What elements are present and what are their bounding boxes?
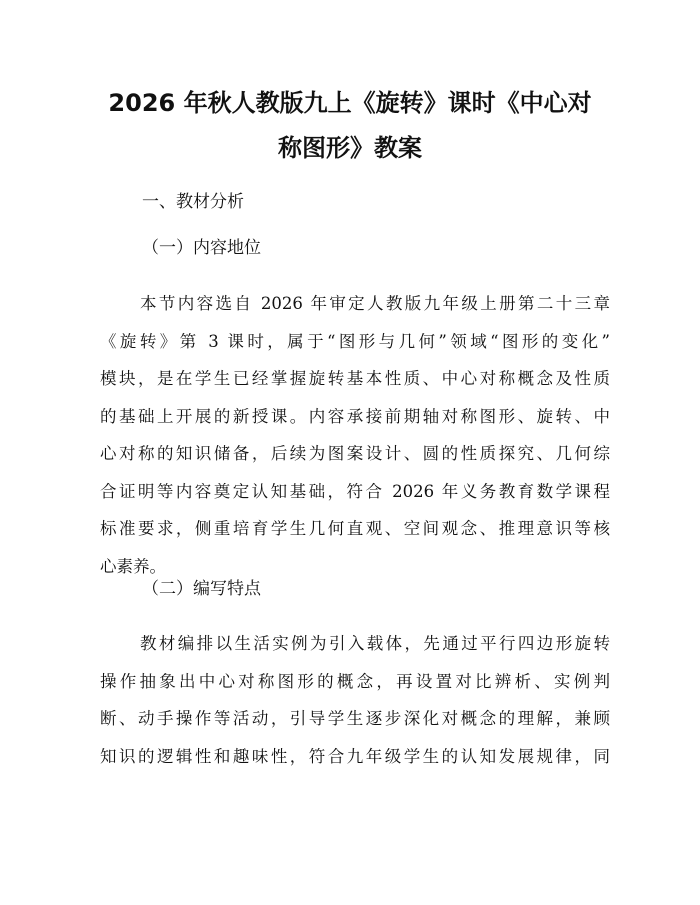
paragraph-line: 知识的逻辑性和趣味性，符合九年级学生的认知发展规律，同 [100, 746, 610, 766]
paragraph-line: 合证明等内容奠定认知基础，符合 2026 年义务教育数学课程 [100, 481, 610, 501]
paragraph-line: 《旋转》第 3 课时，属于“图形与几何”领域“图形的变化” [100, 331, 610, 351]
paragraph-line: 教材编排以生活实例为引入载体，先通过平行四边形旋转 [140, 634, 610, 653]
paragraph-line: 本节内容选自 2026 年审定人教版九年级上册第二十三章 [140, 294, 610, 313]
document-title-line-1: 2026 年秋人教版九上《旋转》课时《中心对 [108, 89, 592, 117]
paragraph-content-position [100, 285, 610, 585]
paragraph-writing-features [100, 625, 610, 775]
paragraph-line: 模块，是在学生已经掌握旋转基本性质、中心对称概念及性质 [100, 369, 610, 388]
subsection-heading-writing-features: （二）编写特点 [142, 579, 261, 599]
section-heading-textbook-analysis: 一、教材分析 [142, 192, 244, 212]
paragraph-line: 心对称的知识储备，后续为图案设计、圆的性质探究、几何综 [100, 444, 610, 463]
document-title-line-2: 称图形》教案 [278, 134, 422, 162]
paragraph-line: 的基础上开展的新授课。内容承接前期轴对称图形、旋转、中 [100, 406, 610, 426]
paragraph-line: 操作抽象出中心对称图形的概念，再设置对比辨析、实例判 [100, 671, 610, 691]
subsection-heading-content-position: （一）内容地位 [142, 238, 261, 258]
paragraph-line: 断、动手操作等活动，引导学生逐步深化对概念的理解，兼顾 [100, 709, 610, 728]
paragraph-line: 心素养。 [100, 556, 166, 576]
paragraph-line: 标准要求，侧重培育学生几何直观、空间观念、推理意识等核 [100, 519, 610, 538]
